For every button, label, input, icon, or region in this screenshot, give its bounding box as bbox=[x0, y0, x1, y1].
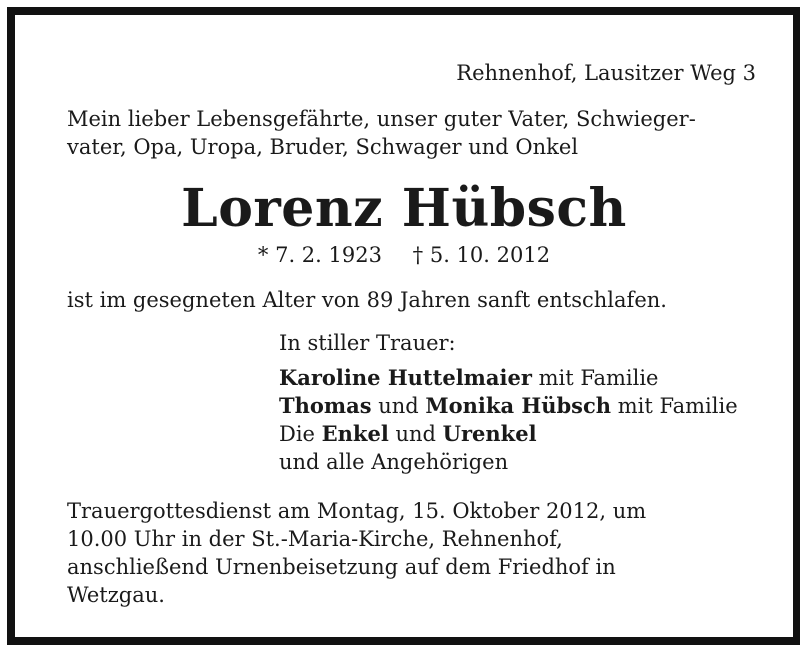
mourner-name: Karoline Huttelmaier bbox=[279, 365, 532, 390]
mourner-conjunction: und bbox=[388, 422, 443, 446]
intro-line: vater, Opa, Uropa, Bruder, Schwager und Onkel bbox=[67, 135, 579, 159]
mourner-line bbox=[279, 420, 738, 448]
mourner-suffix: mit Familie bbox=[611, 394, 738, 418]
mourner-name: Enkel bbox=[321, 421, 389, 446]
mourner-name: Thomas bbox=[279, 393, 372, 418]
mourning-heading: In stiller Trauer: bbox=[279, 331, 456, 355]
mourner-line bbox=[279, 364, 738, 392]
obituary-notice bbox=[7, 7, 800, 645]
mourner-name: Monika Hübsch bbox=[425, 393, 612, 418]
service-line: anschließend Urnenbeisetzung auf dem Friedhof in bbox=[67, 555, 616, 579]
intro-line: Mein lieber Lebensgefährte, unser guter Vater, Schwieger- bbox=[67, 107, 696, 131]
passed-away-text: ist im gesegneten Alter von 89 Jahren sanft entschlafen. bbox=[67, 288, 667, 312]
mourner-line: und alle Angehörigen bbox=[279, 450, 509, 474]
birth-date: * 7. 2. 1923 bbox=[257, 243, 382, 267]
mourner-line bbox=[279, 392, 738, 420]
service-details bbox=[67, 497, 767, 609]
death-date: † 5. 10. 2012 bbox=[412, 243, 551, 267]
mourners-block bbox=[279, 329, 738, 476]
mourner-prefix: Die bbox=[279, 422, 322, 446]
deceased-name: Lorenz Hübsch bbox=[181, 178, 627, 239]
mourner-conjunction: und bbox=[371, 394, 426, 418]
intro-text bbox=[67, 105, 767, 161]
life-dates bbox=[15, 241, 793, 269]
mourner-suffix: mit Familie bbox=[531, 366, 659, 390]
service-line: Trauergottesdienst am Montag, 15. Oktober 2012, um bbox=[67, 499, 647, 523]
service-line: 10.00 Uhr in der St.-Maria-Kirche, Rehnenhof, bbox=[67, 527, 563, 551]
address: Rehnenhof, Lausitzer Weg 3 bbox=[456, 61, 756, 85]
service-line: Wetzgau. bbox=[67, 583, 165, 607]
mourner-name: Urenkel bbox=[442, 421, 537, 446]
